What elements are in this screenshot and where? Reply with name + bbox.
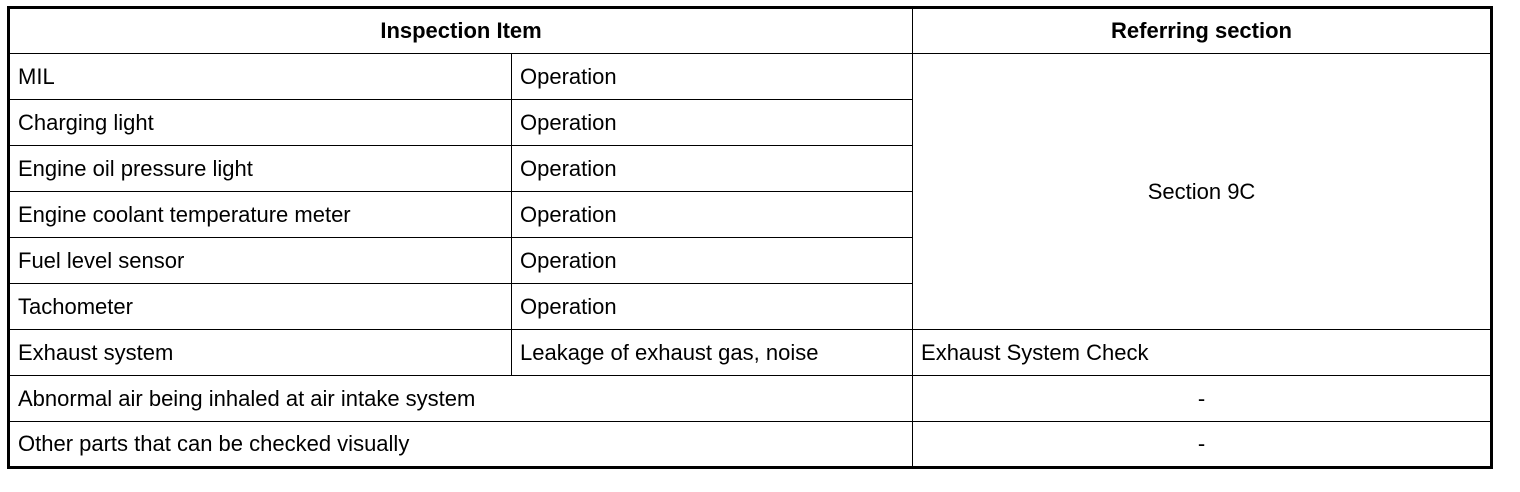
- item-cell: Charging light: [9, 100, 512, 146]
- check-cell: Operation: [512, 54, 913, 100]
- item-cell: Engine oil pressure light: [9, 146, 512, 192]
- table-row: [9, 376, 1492, 422]
- check-cell: Operation: [512, 284, 913, 330]
- check-cell: Operation: [512, 146, 913, 192]
- item-cell: Other parts that can be checked visually: [9, 422, 913, 468]
- header-inspection-item: Inspection Item: [9, 8, 913, 54]
- check-cell: Operation: [512, 192, 913, 238]
- group-reference-cell: Section 9C: [913, 54, 1492, 330]
- inspection-table: [7, 6, 1493, 469]
- item-cell: Tachometer: [9, 284, 512, 330]
- table-header-row: [9, 8, 1492, 54]
- item-cell: Abnormal air being inhaled at air intake system: [9, 376, 913, 422]
- table-row: [9, 422, 1492, 468]
- item-cell: Fuel level sensor: [9, 238, 512, 284]
- item-cell: Engine coolant temperature meter: [9, 192, 512, 238]
- reference-cell: -: [913, 422, 1492, 468]
- check-cell: Leakage of exhaust gas, noise: [512, 330, 913, 376]
- item-cell: Exhaust system: [9, 330, 512, 376]
- header-referring-section: Referring section: [913, 8, 1492, 54]
- item-cell: MIL: [9, 54, 512, 100]
- check-cell: Operation: [512, 238, 913, 284]
- check-cell: Operation: [512, 100, 913, 146]
- reference-cell: Exhaust System Check: [913, 330, 1492, 376]
- table-row: [9, 54, 1492, 100]
- reference-cell: -: [913, 376, 1492, 422]
- table-row: [9, 330, 1492, 376]
